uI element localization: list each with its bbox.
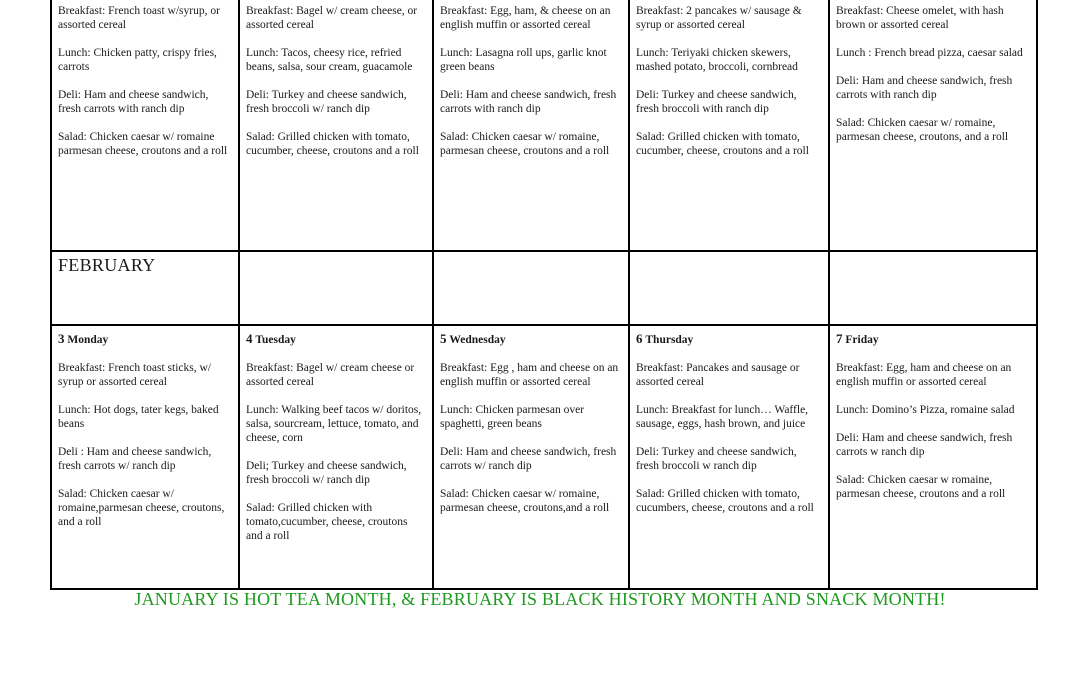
lunch-item: Lunch: Teriyaki chicken skewers, mashed potato, broccoli, cornbread xyxy=(636,47,798,73)
deli-item: Deli: Ham and cheese sandwich, fresh carrots w/ ranch dip xyxy=(440,446,617,472)
day-name: Monday xyxy=(67,334,109,346)
salad-item: Salad: Chicken caesar w romaine, parmesan cheese, croutons and a roll xyxy=(836,474,1006,500)
month-header-row xyxy=(51,251,1037,325)
lunch-item: Lunch: Lasagna roll ups, garlic knot green beans xyxy=(440,47,607,73)
deli-item: Deli: Turkey and cheese sandwich, fresh broccoli w ranch dip xyxy=(636,446,797,472)
day-cell xyxy=(629,325,829,589)
lunch-item: Lunch: Walking beef tacos w/ doritos, salsa, sourcream, lettuce, tomato, and cheese, corn xyxy=(246,404,422,444)
salad-item: Salad: Grilled chicken with tomato, cucumber, cheese, croutons and a roll xyxy=(246,131,419,157)
day-name: Thursday xyxy=(645,334,694,346)
breakfast-item: Breakfast: French toast sticks, w/ syrup or assorted cereal xyxy=(58,362,211,388)
january-week-row xyxy=(51,0,1037,251)
salad-item: Salad: Chicken caesar w/ romaine,parmesan cheese, croutons, and a roll xyxy=(58,488,225,528)
deli-item: Deli: Ham and cheese sandwich, fresh carrots with ranch dip xyxy=(836,75,1013,101)
day-cell xyxy=(433,0,629,251)
salad-item: Salad: Grilled chicken with tomato,cucumber, cheese, croutons and a roll xyxy=(246,502,408,542)
deli-item: Deli: Turkey and cheese sandwich, fresh broccoli with ranch dip xyxy=(636,89,797,115)
salad-item: Salad: Chicken caesar w/ romaine, parmesan cheese, croutons and a roll xyxy=(440,131,610,157)
lunch-item: Lunch: Breakfast for lunch… Waffle, sausage, eggs, hash brown, and juice xyxy=(636,404,809,430)
day-heading xyxy=(636,332,822,347)
salad-item: Salad: Chicken caesar w/ romaine parmesan cheese, croutons and a roll xyxy=(58,131,228,157)
day-cell xyxy=(239,325,433,589)
breakfast-item: Breakfast: 2 pancakes w/ sausage & syrup or assorted cereal xyxy=(636,5,802,31)
salad-item: Salad: Chicken caesar w/ romaine, parmesan cheese, croutons, and a roll xyxy=(836,117,1009,143)
deli-item: Deli : Ham and cheese sandwich, fresh carrots w/ ranch dip xyxy=(58,446,212,472)
breakfast-item: Breakfast: Cheese omelet, with hash brown or assorted cereal xyxy=(836,5,1004,31)
lunch-item: Lunch: Hot dogs, tater kegs, baked beans xyxy=(58,404,219,430)
day-heading xyxy=(836,332,1030,347)
deli-item: Deli: Turkey and cheese sandwich, fresh broccoli w/ ranch dip xyxy=(246,89,407,115)
lunch-menu-calendar xyxy=(50,0,1038,590)
lunch-item: Lunch: Chicken patty, crispy fries, carrots xyxy=(58,47,217,73)
day-heading xyxy=(440,332,622,347)
day-number: 3 xyxy=(58,331,65,346)
breakfast-item: Breakfast: Bagel w/ cream cheese, or assorted cereal xyxy=(246,5,418,31)
day-number: 4 xyxy=(246,331,253,346)
lunch-item: Lunch : French bread pizza, caesar salad xyxy=(836,47,1023,59)
empty-cell xyxy=(239,251,433,325)
deli-item: Deli: Ham and cheese sandwich, fresh carrots w ranch dip xyxy=(836,432,1013,458)
empty-cell xyxy=(629,251,829,325)
day-cell xyxy=(829,0,1037,251)
day-cell xyxy=(829,325,1037,589)
day-number: 6 xyxy=(636,331,643,346)
deli-item: Deli: Ham and cheese sandwich, fresh carrots with ranch dip xyxy=(440,89,617,115)
deli-item: Deli; Turkey and cheese sandwich, fresh broccoli w/ ranch dip xyxy=(246,460,407,486)
day-heading xyxy=(246,332,426,347)
day-name: Friday xyxy=(845,334,879,346)
day-name: Wednesday xyxy=(449,334,506,346)
day-cell xyxy=(51,0,239,251)
february-week-row xyxy=(51,325,1037,589)
lunch-item: Lunch: Chicken parmesan over spaghetti, green beans xyxy=(440,404,585,430)
lunch-item: Lunch: Domino’s Pizza, romaine salad xyxy=(836,404,1015,416)
day-heading xyxy=(58,332,232,347)
empty-cell xyxy=(433,251,629,325)
breakfast-item: Breakfast: Pancakes and sausage or assorted cereal xyxy=(636,362,800,388)
salad-item: Salad: Grilled chicken with tomato, cucumber, cheese, croutons and a roll xyxy=(636,131,809,157)
footer-note: JANUARY IS HOT TEA MONTH, & FEBRUARY IS BLACK HISTORY MONTH AND SNACK MONTH! xyxy=(134,589,946,609)
day-cell xyxy=(51,325,239,589)
day-number: 5 xyxy=(440,331,447,346)
day-cell xyxy=(629,0,829,251)
lunch-item: Lunch: Tacos, cheesy rice, refried beans, salsa, sour cream, guacamole xyxy=(246,47,413,73)
month-label: FEBRUARY xyxy=(58,255,156,275)
day-cell xyxy=(433,325,629,589)
day-number: 7 xyxy=(836,331,843,346)
salad-item: Salad: Grilled chicken with tomato, cucumbers, cheese, croutons and a roll xyxy=(636,488,814,514)
breakfast-item: Breakfast: Bagel w/ cream cheese or assorted cereal xyxy=(246,362,415,388)
deli-item: Deli: Ham and cheese sandwich, fresh carrots with ranch dip xyxy=(58,89,209,115)
breakfast-item: Breakfast: Egg, ham, & cheese on an english muffin or assorted cereal xyxy=(440,5,611,31)
breakfast-item: Breakfast: French toast w/syrup, or assorted cereal xyxy=(58,5,220,31)
day-name: Tuesday xyxy=(255,334,296,346)
empty-cell xyxy=(829,251,1037,325)
breakfast-item: Breakfast: Egg, ham and cheese on an english muffin or assorted cereal xyxy=(836,362,1012,388)
breakfast-item: Breakfast: Egg , ham and cheese on an english muffin or assorted cereal xyxy=(440,362,619,388)
day-cell xyxy=(239,0,433,251)
month-cell xyxy=(51,251,239,325)
salad-item: Salad: Chicken caesar w/ romaine, parmesan cheese, croutons,and a roll xyxy=(440,488,610,514)
